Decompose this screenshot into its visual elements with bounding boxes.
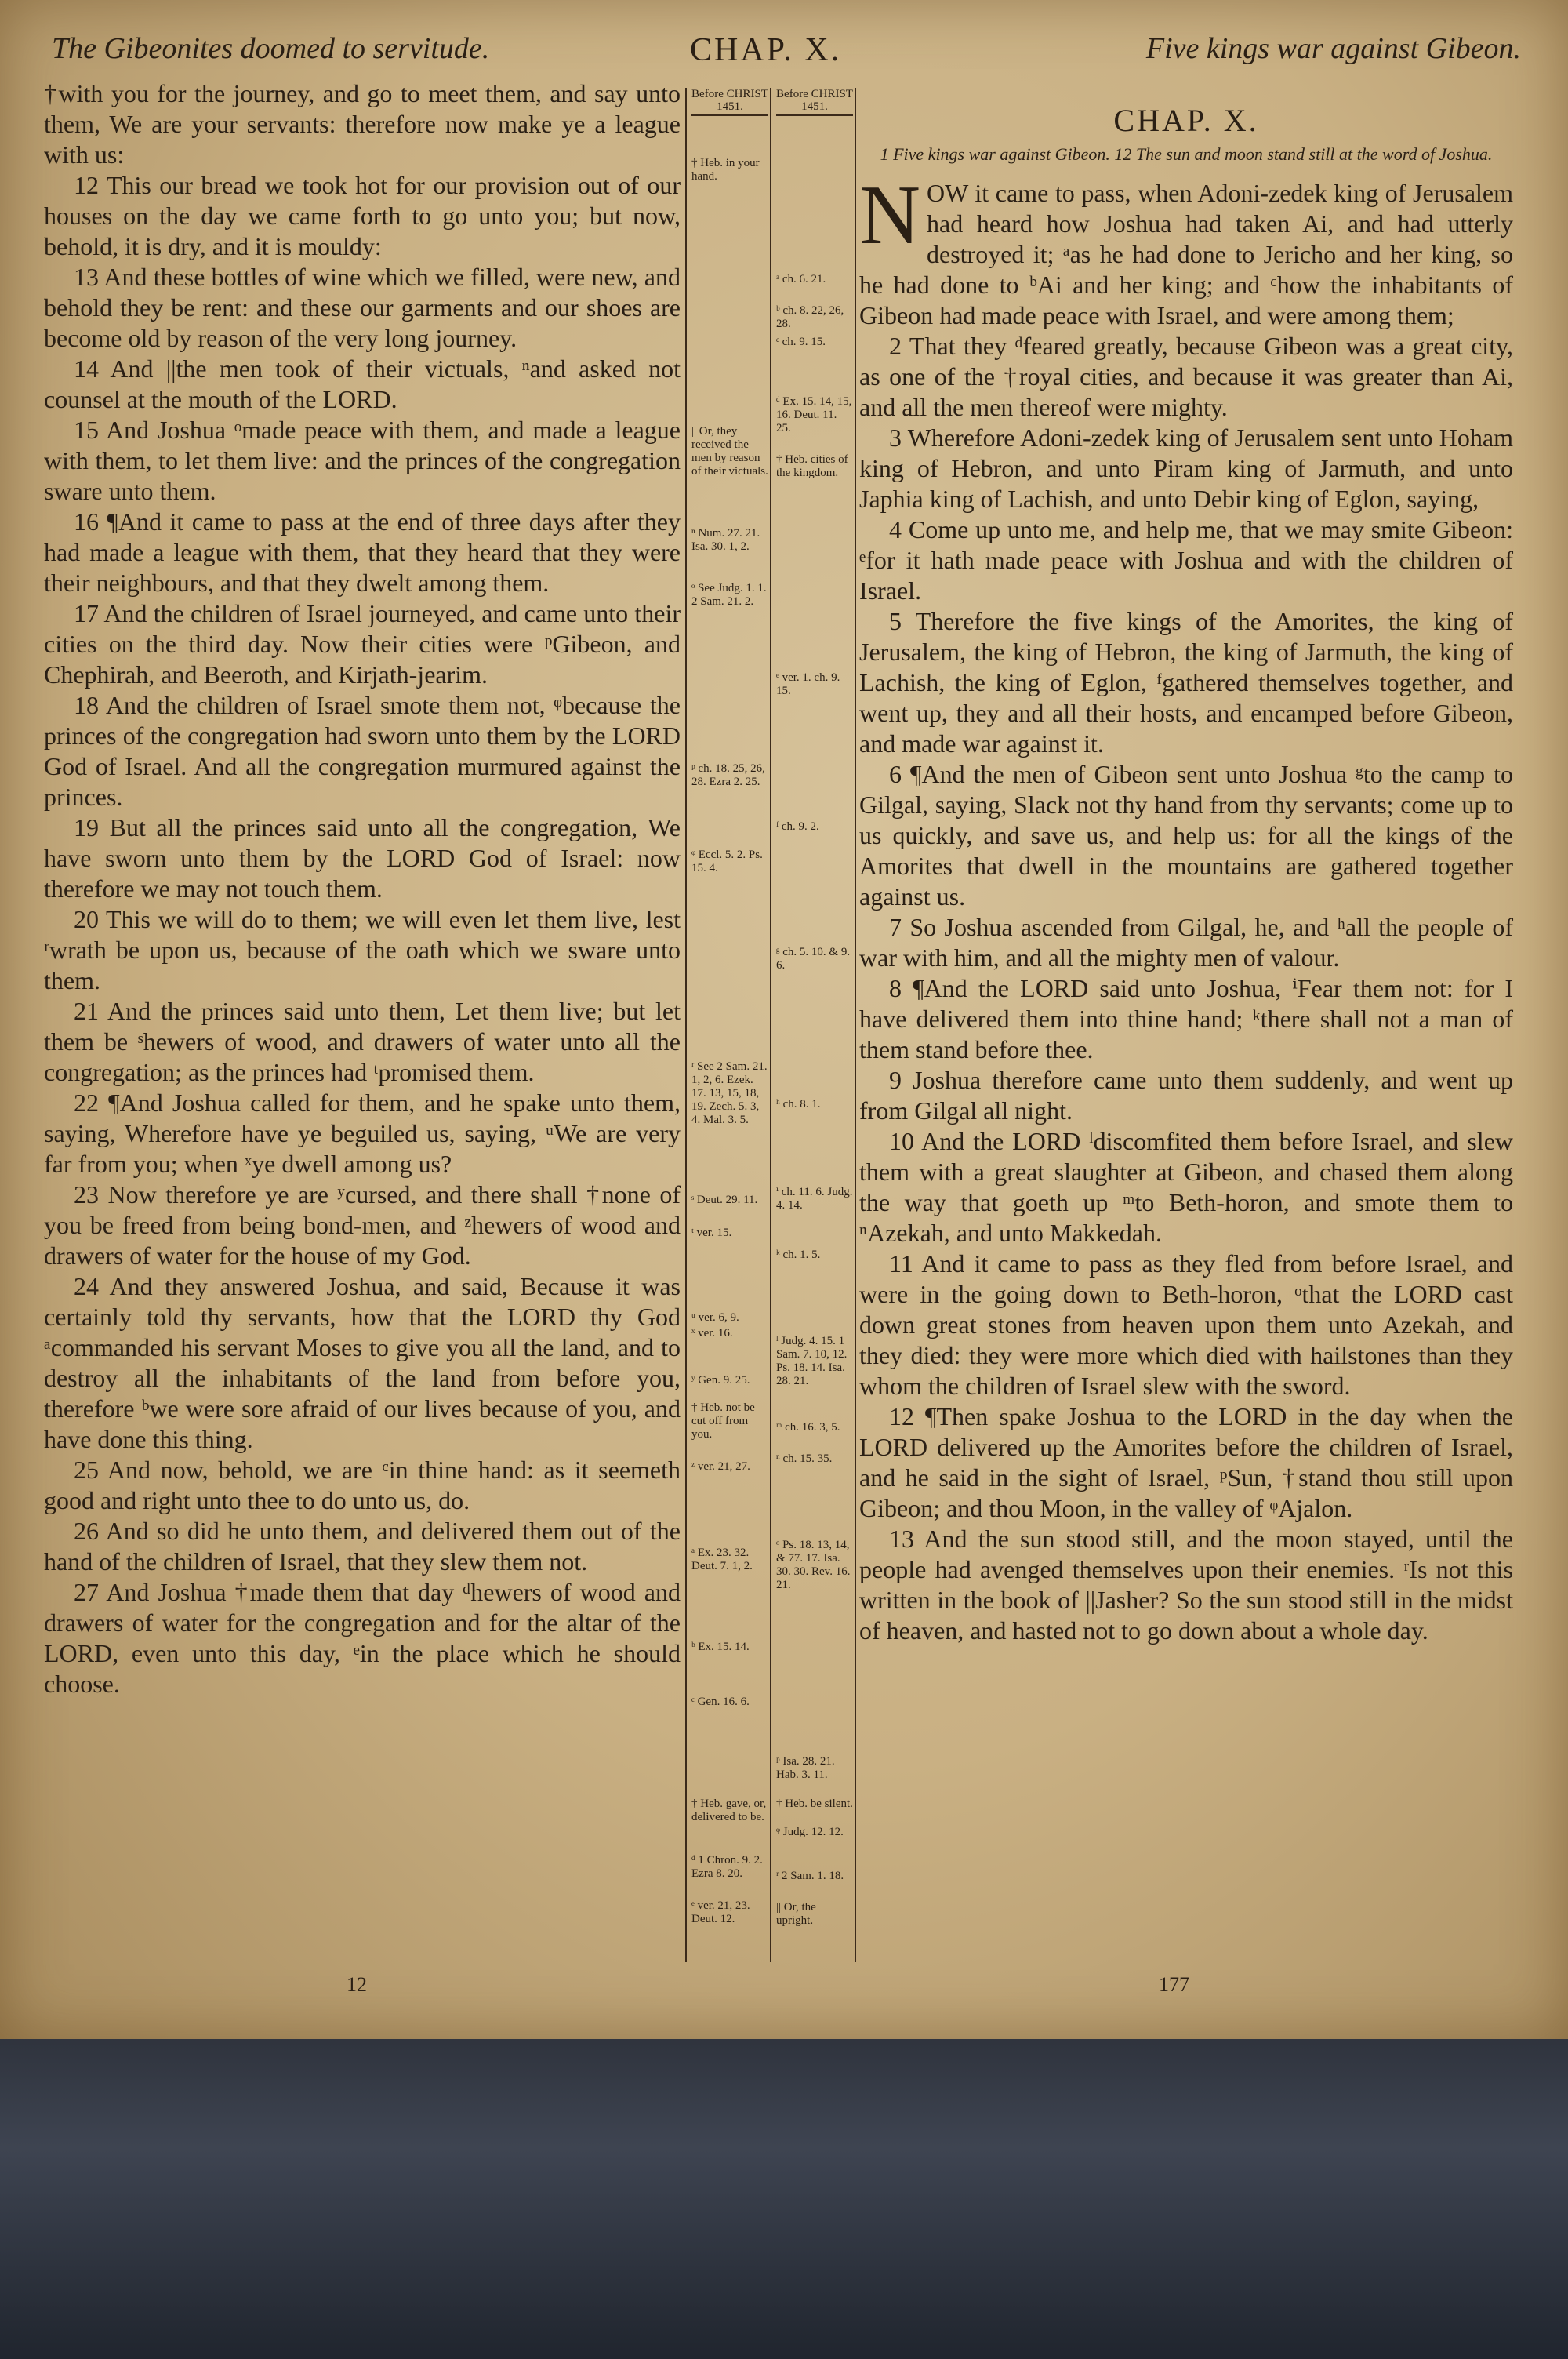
margin-column-left	[691, 88, 768, 1925]
margin-note: ⁿ Num. 27. 21. Isa. 30. 1, 2.	[691, 527, 760, 553]
margin-note: ᵖ Isa. 28. 21. Hab. 3. 11.	[776, 1755, 835, 1781]
page-number-right: 177	[1159, 1973, 1189, 1996]
margin-note: ᵗ ver. 15.	[691, 1227, 732, 1239]
verse-text: OW it came to pass, when Adoni-zedek king of Jerusalem had heard how Joshua had taken Ai, and had utterly destroyed it; ᵃas he had done to Jericho and her king, so he had done to ᵇAi and her king; and ᶜhow the inhabitants of Gibeon had made peace with Israel, and were among them;	[859, 179, 1513, 329]
verse: 20 This we will do to them; we will even let them live, lest ʳwrath be upon us, because of the oath which we sware unto them.	[44, 905, 681, 994]
margin-note: ᶜ Gen. 16. 6.	[691, 1696, 750, 1708]
marginal-references	[685, 88, 856, 1962]
backdrop	[0, 2008, 1568, 2359]
margin-note: ᵘ ver. 6, 9.	[691, 1311, 739, 1324]
margin-note: ʸ Gen. 9. 25.	[691, 1374, 750, 1387]
verse: 5 Therefore the five kings of the Amorites, the king of Jerusalem, the king of Hebron, the king of Jarmuth, the king of Lachish, the king of Eglon, ᶠgathered themselves together, and went up, they and all their hosts, and encamped before Gibeon, and made war against it.	[859, 607, 1513, 758]
verse: 26 And so did he unto them, and delivered them out of the hand of the children of Israel, that they slew them not.	[44, 1517, 681, 1576]
verse: †with you for the journey, and go to meet them, and say unto them, We are your servants: therefore now make ye a league with us:	[44, 79, 681, 169]
left-text-column	[44, 78, 681, 1699]
verse: 10 And the LORD ˡdiscomfited them before Israel, and slew them with a great slaughter at Gibeon, and chased them along the way that goeth up ᵐto Beth-horon, and smote them to ⁿAzekah, and unto Makkedah.	[859, 1127, 1513, 1247]
margin-note: || Or, they received the men by reason of their victuals.	[691, 425, 768, 478]
verse	[859, 169, 1513, 331]
margin-heading: Before CHRIST 1451.	[691, 88, 768, 116]
verse: 12 ¶Then spake Joshua to the LORD in the day when the LORD delivered up the Amorites before the children of Israel, and he said in the sight of Israel, ᵖSun, †stand thou still upon Gibeon; and thou Moon, in the valley of ᵠAjalon.	[859, 1402, 1513, 1522]
margin-heading: Before CHRIST 1451.	[776, 88, 853, 116]
verse: 19 But all the princes said unto all the congregation, We have sworn unto them by the LORD God of Israel: now therefore we may not touch them.	[44, 813, 681, 903]
running-head-right: Five kings war against Gibeon.	[1145, 32, 1521, 65]
verse: 2 That they ᵈfeared greatly, because Gibeon was a great city, as one of the †royal cities, and because it was greater than Ai, and all the men thereof were mighty.	[859, 332, 1513, 421]
running-head-left: The Gibeonites doomed to servitude.	[52, 32, 490, 65]
margin-note: † Heb. not be cut off from you.	[691, 1401, 755, 1441]
verse: 14 And ||the men took of their victuals, ⁿand asked not counsel at the mouth of the LORD.	[44, 354, 681, 413]
margin-note: † Heb. in your hand.	[691, 157, 760, 183]
verse: 12 This our bread we took hot for our provision out of our houses on the day we came forth to go unto you; but now, behold, it is dry, and it is mouldy:	[44, 171, 681, 260]
running-head-center: CHAP. X.	[690, 32, 842, 68]
drop-cap: N	[859, 169, 920, 262]
margin-note: ⁿ ch. 15. 35.	[776, 1452, 833, 1465]
margin-note: ˡ Judg. 4. 15. 1 Sam. 7. 10, 12. Ps. 18. 14. Isa. 28. 21.	[776, 1335, 848, 1387]
margin-note: ˢ Deut. 29. 11.	[691, 1194, 758, 1206]
margin-note: ᵈ 1 Chron. 9. 2. Ezra 8. 20.	[691, 1854, 763, 1880]
margin-note: ᵈ Ex. 15. 14, 15, 16. Deut. 11. 25.	[776, 395, 852, 434]
margin-note: ᶻ ver. 21, 27.	[691, 1460, 750, 1473]
margin-note: ˣ ver. 16.	[691, 1327, 733, 1339]
verse: 23 Now therefore ye are ʸcursed, and there shall †none of you be freed from being bond-men, and ᶻhewers of wood and drawers of water for the house of my God.	[44, 1180, 681, 1270]
verse: 15 And Joshua ᵒmade peace with them, and made a league with them, to let them live: and the princes of the congregation sware unto them.	[44, 416, 681, 505]
margin-note: ᵖ ch. 18. 25, 26, 28. Ezra 2. 25.	[691, 762, 765, 788]
verse: 4 Come up unto me, and help me, that we may smite Gibeon: ᵉfor it hath made peace with Joshua and with the children of Israel.	[859, 515, 1513, 605]
margin-note: † Heb. cities of the kingdom.	[776, 453, 848, 479]
margin-note: ᵍ ch. 5. 10. & 9. 6.	[776, 946, 851, 972]
margin-note: † Heb. gave, or, delivered to be.	[691, 1797, 767, 1823]
margin-note: ᵠ Eccl. 5. 2. Ps. 15. 4.	[691, 849, 763, 874]
verse: 6 ¶And the men of Gibeon sent unto Joshua ᵍto the camp to Gilgal, saying, Slack not thy hand from thy servants; come up to us quickly, and save us, and help us: for all the kings of the Amorites that dwell in the mountains are gathered together against us.	[859, 760, 1513, 911]
margin-note: ᵉ ver. 21, 23. Deut. 12.	[691, 1899, 750, 1925]
verse: 9 Joshua therefore came unto them suddenly, and went up from Gilgal all night.	[859, 1066, 1513, 1125]
margin-note: ᵇ Ex. 15. 14.	[691, 1641, 750, 1653]
verse: 18 And the children of Israel smote them not, ᵠbecause the princes of the congregation had sworn unto them by the LORD God of Israel. And all the congregation murmured against the princes.	[44, 691, 681, 811]
margin-note: ᵠ Judg. 12. 12.	[776, 1826, 844, 1838]
margin-note: ᵃ ch. 6. 21.	[776, 273, 826, 285]
margin-note: ʳ See 2 Sam. 21. 1, 2, 6. Ezek. 17. 13, 15, 18, 19. Zech. 5. 3, 4. Mal. 3. 5.	[691, 1060, 768, 1126]
verse: 21 And the princes said unto them, Let them live; but let them be ˢhewers of wood, and drawers of water unto all the congregation; as the princes had ᵗpromised them.	[44, 997, 681, 1086]
page-number-left: 12	[347, 1973, 367, 1996]
margin-note: ᵒ Ps. 18. 13, 14, & 77. 17. Isa. 30. 30. Rev. 16. 21.	[776, 1539, 851, 1591]
right-text-column	[859, 102, 1513, 1646]
margin-note: ᵉ ver. 1. ch. 9. 15.	[776, 671, 840, 697]
verse: 7 So Joshua ascended from Gilgal, he, and ʰall the people of war with him, and all the mighty men of valour.	[859, 913, 1513, 972]
margin-note: ᵏ ch. 1. 5.	[776, 1249, 821, 1261]
verse: 8 ¶And the LORD said unto Joshua, ⁱFear them not: for I have delivered them into thine hand; ᵏthere shall not a man of them stand before thee.	[859, 974, 1513, 1063]
margin-note: † Heb. be silent.	[776, 1797, 853, 1810]
margin-divider	[770, 88, 771, 1962]
verse: 24 And they answered Joshua, and said, Because it was certainly told thy servants, how that the LORD thy God ᵃcommanded his servant Moses to give you all the land, and to destroy all the inhabitants of the land from before you, therefore ᵇwe were sore afraid of our lives because of you, and have done this thing.	[44, 1272, 681, 1453]
margin-note: ᵃ Ex. 23. 32. Deut. 7. 1, 2.	[691, 1547, 753, 1572]
verse: 13 And these bottles of wine which we filled, were new, and behold they be rent: and these our garments and our shoes are become old by reason of the very long journey.	[44, 263, 681, 352]
verse: 22 ¶And Joshua called for them, and he spake unto them, saying, Wherefore have ye beguiled us, saying, ᵘWe are very far from you; when ˣye dwell among us?	[44, 1089, 681, 1178]
verse: 27 And Joshua †made them that day ᵈhewers of wood and drawers of water for the congregation and for the altar of the LORD, even unto this day, ᵉin the place which he should choose.	[44, 1578, 681, 1698]
margin-note: ᶠ ch. 9. 2.	[776, 820, 819, 833]
margin-note: ᵒ See Judg. 1. 1. 2 Sam. 21. 2.	[691, 582, 767, 608]
margin-note: ᵇ ch. 8. 22, 26, 28.	[776, 304, 844, 330]
chapter-title: CHAP. X.	[1113, 103, 1259, 138]
margin-note: ᵐ ch. 16. 3, 5.	[776, 1421, 840, 1434]
margin-note: ᶜ ch. 9. 15.	[776, 336, 826, 348]
margin-note: ʰ ch. 8. 1.	[776, 1098, 821, 1110]
verse: 25 And now, behold, we are ᶜin thine hand: as it seemeth good and right unto thee to do unto us, do.	[44, 1456, 681, 1514]
margin-note: ⁱ ch. 11. 6. Judg. 4. 14.	[776, 1186, 853, 1212]
chapter-summary: 1 Five kings war against Gibeon. 12 The sun and moon stand still at the word of Joshua.	[880, 144, 1493, 164]
verse: 13 And the sun stood still, and the moon stayed, until the people had avenged themselves upon their enemies. ʳIs not this written in the book of ||Jasher? So the sun stood still in the midst of heaven, and hasted not to go down about a whole day.	[859, 1525, 1513, 1645]
verse: 3 Wherefore Adoni-zedek king of Jerusalem sent unto Hoham king of Hebron, and unto Piram king of Jarmuth, and unto Japhia king of Lachish, and unto Debir king of Eglon, saying,	[859, 423, 1513, 513]
verse: 17 And the children of Israel journeyed, and came unto their cities on the third day. Now their cities were ᵖGibeon, and Chephirah, and Beeroth, and Kirjath-jearim.	[44, 599, 681, 689]
verse: 11 And it came to pass as they fled from before Israel, and were in the going down to Beth-horon, ᵒthat the LORD cast down great stones from heaven upon them unto Azekah, and they died: they were more which died with hailstones than they whom the children of Israel slew with the sword.	[859, 1249, 1513, 1400]
verse: 16 ¶And it came to pass at the end of three days after they had made a league with them, that they heard that they were their neighbours, and that they dwelt among them.	[44, 507, 681, 597]
margin-note: ʳ 2 Sam. 1. 18.	[776, 1870, 844, 1882]
margin-note: || Or, the upright.	[776, 1901, 816, 1927]
margin-column-right	[776, 88, 853, 1927]
